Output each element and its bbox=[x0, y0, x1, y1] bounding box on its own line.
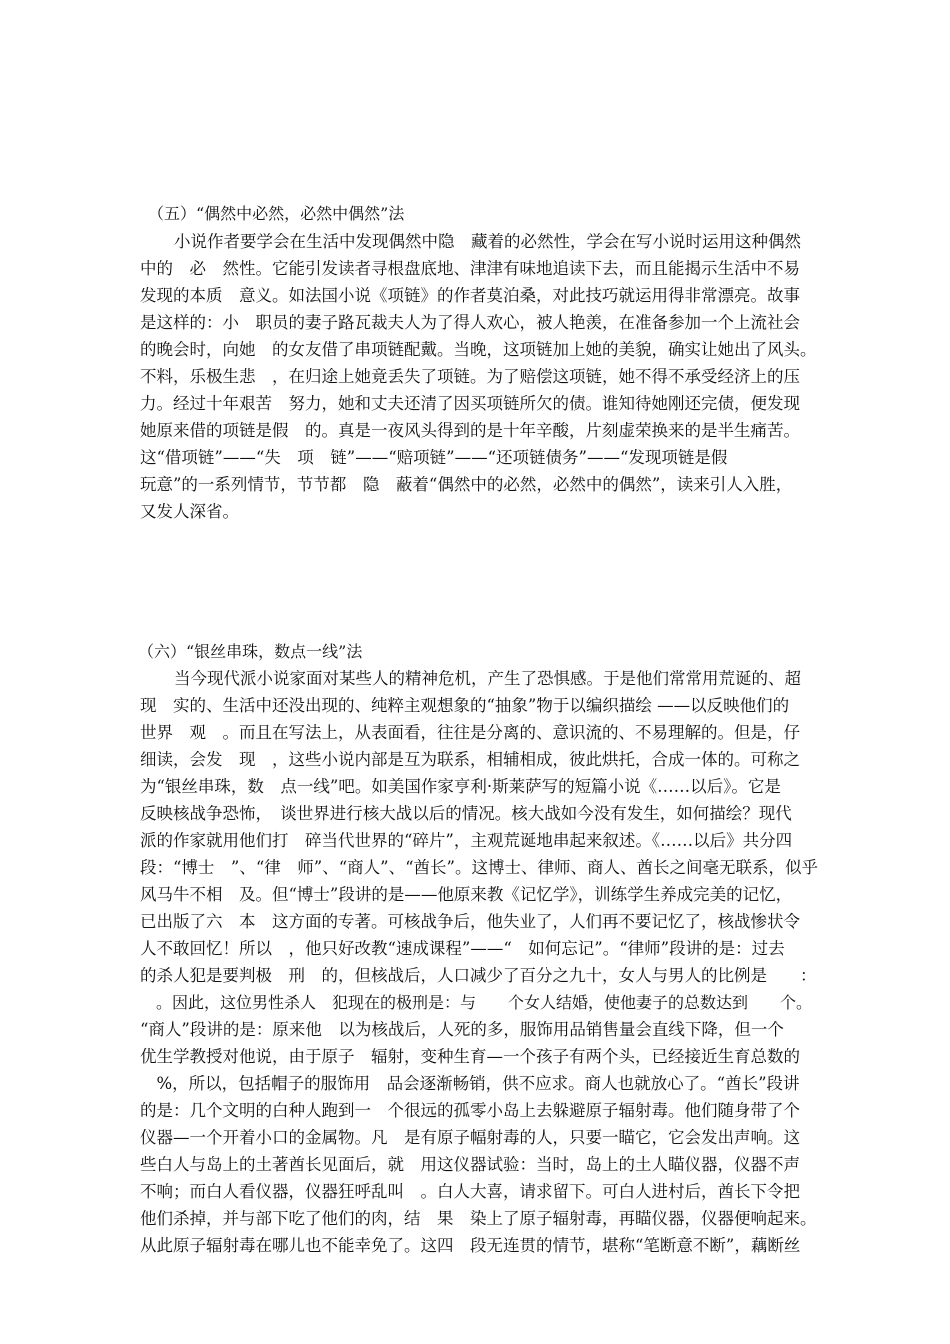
paragraph-line: 又发人深省。 bbox=[140, 502, 239, 521]
paragraph-line: 是这样的：小 职员的妻子路瓦裁夫人为了得人欢心，被人艳羡，在准备参加一个上流社会 bbox=[140, 313, 800, 332]
paragraph-line: 的晚会时，向她 的女友借了串项链配戴。当晚，这项链加上她的美貌，确实让她出了风头。 bbox=[140, 340, 817, 359]
paragraph-line: 他们杀掉，并与部下吃了他们的肉，结 果 染上了原子辐射毒，再瞄仪器，仪器便响起来。 bbox=[140, 1209, 817, 1228]
paragraph-line: 不响；而白人看仪器，仪器狂呼乱叫 。白人大喜，请求留下。可白人进村后，酋长下令把 bbox=[140, 1182, 800, 1201]
section-6-heading: （六）“银丝串珠，数点一线”法 bbox=[138, 642, 363, 661]
paragraph-line: 为“银丝串珠，数 点一线”吧。如美国作家亨利·斯莱萨写的短篇小说《……以后》。它是 bbox=[140, 777, 781, 796]
paragraph-line: 中的 必 然性。它能引发读者寻根盘底地、津津有味地追读下去，而且能揭示生活中不易 bbox=[140, 259, 800, 278]
paragraph-line: 世界 观 。而且在写法上，从表面看，往往是分离的、意识流的、不易理解的。但是，仔 bbox=[140, 723, 800, 742]
section-5-heading: （五）“偶然中必然，必然中偶然”法 bbox=[148, 204, 405, 223]
paragraph-line: 发现的本质 意义。如法国小说《项链》的作者莫泊桑，对此技巧就运用得非常漂亮。故事 bbox=[140, 286, 800, 305]
paragraph-line: 现 实的、生活中还没出现的、纯粹主观想象的“抽象”物于以编织描绘 ——以反映他们的 bbox=[140, 696, 790, 715]
paragraph-line: 的杀人犯是要判极 刑 的，但核战后，人口减少了百分之九十，女人与男人的比例是 ： bbox=[140, 966, 817, 985]
paragraph-line: 不料，乐极生悲 ，在归途上她竟丢失了项链。为了赔偿这项链，她不得不承受经济上的压 bbox=[140, 367, 800, 386]
paragraph-line: 细读，会发 现 ，这些小说内部是互为联系，相辅相成，彼此烘托，合成一体的。可称之 bbox=[140, 750, 800, 769]
paragraph-line: 些白人与岛上的土著酋长见面后，就 用这仪器试验：当时，岛上的土人瞄仪器，仪器不声 bbox=[140, 1155, 800, 1174]
paragraph-line: 仪器—一个开着小口的金属物。凡 是有原子幅射毒的人，只要一瞄它，它会发出声响。这 bbox=[140, 1128, 800, 1147]
paragraph-line: 力。经过十年艰苦 努力，她和丈夫还清了因买项链所欠的债。谁知待她刚还完债，便发现 bbox=[140, 394, 800, 413]
paragraph-line: 已出版了六 本 这方面的专著。可核战争后，他失业了，人们再不要记忆了，核战惨状令 bbox=[140, 912, 800, 931]
paragraph-line: 玩意”的一系列情节，节节都 隐 蔽着“偶然中的必然，必然中的偶然”，读来引人入胜， bbox=[140, 475, 793, 494]
paragraph-line: 风马牛不相 及。但“博士”段讲的是——他原来教《记忆学》，训练学生养成完美的记忆， bbox=[140, 885, 793, 904]
paragraph-line: 当今现代派小说家面对某些人的精神危机，产生了恐惧感。于是他们常常用荒诞的、超 bbox=[174, 669, 801, 688]
paragraph-line: 优生学教授对他说，由于原子 辐射，变种生育—一个孩子有两个头，已经接近生育总数的 bbox=[140, 1047, 800, 1066]
paragraph-line: 。因此，这位男性杀人 犯现在的极刑是：与 个女人结婚，使他妻子的总数达到 个。 bbox=[140, 993, 813, 1012]
paragraph-line: 她原来借的项链是假 的。真是一夜风头得到的是十年辛酸，片刻虚荣换来的是半生痛苦。 bbox=[140, 421, 800, 440]
paragraph-line: 派的作家就用他们打 碎当代世界的“碎片”，主观荒诞地串起来叙述。《……以后》共分四 bbox=[140, 831, 793, 850]
paragraph-line: 段：“博士 ”、“律 师”、“商人”、“酋长”。这博士、律师、商人、酋长之间毫无联系，似乎 bbox=[140, 858, 818, 877]
paragraph-line: %，所以，包括帽子的服饰用 品会逐渐畅销，供不应求。商人也就放心了。“酋长”段讲 bbox=[140, 1074, 800, 1093]
paragraph-line: 反映核战争恐怖， 谈世界进行核大战以后的情况。核大战如今没有发生，如何描绘？现代 bbox=[140, 804, 792, 823]
paragraph-line: 人不敢回忆！所以 ，他只好改教“速成课程”——“ 如何忘记”。“律师”段讲的是：过去 bbox=[140, 939, 785, 958]
paragraph-line: 小说作者要学会在生活中发现偶然中隐 藏着的必然性，学会在写小说时运用这种偶然 bbox=[174, 232, 801, 251]
paragraph-line: 这“借项链”——“失 项 链”——“赔项链”——“还项链债务”——“发现项链是假 bbox=[140, 448, 728, 467]
paragraph-line: 的是：几个文明的白种人跑到一 个很远的孤零小岛上去躲避原子辐射毒。他们随身带了个 bbox=[140, 1101, 800, 1120]
paragraph-line: 从此原子辐射毒在哪儿也不能幸免了。这四 段无连贯的情节，堪称“笔断意不断”，藕断丝 bbox=[140, 1236, 801, 1255]
paragraph-line: “商人”段讲的是：原来他 以为核战后，人死的多，服饰用品销售量会直线下降，但一个 bbox=[140, 1020, 784, 1039]
